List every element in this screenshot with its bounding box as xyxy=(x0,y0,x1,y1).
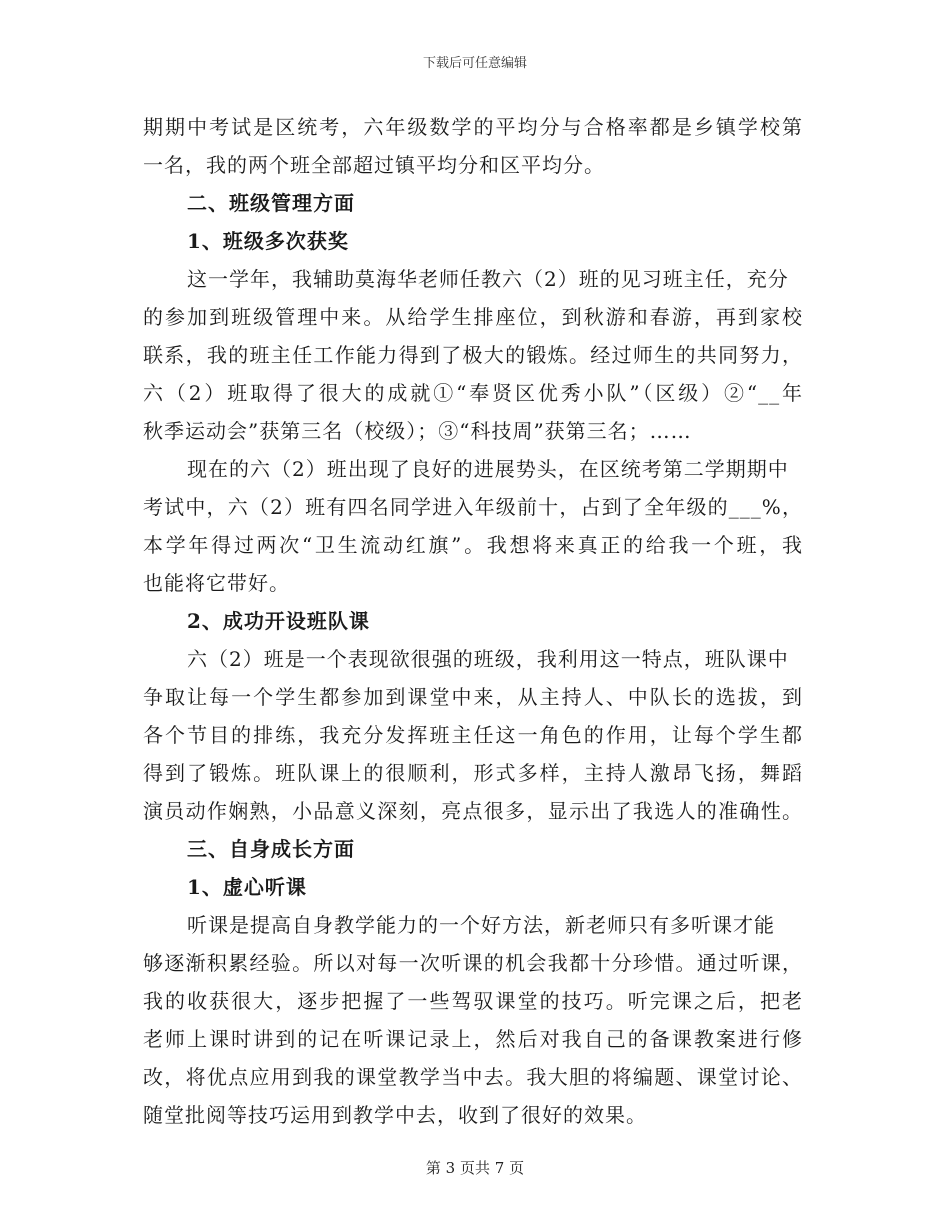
paragraph-first-line: 听课是提高自身教学能力的一个好方法，新老师只有多听课才能 xyxy=(187,913,775,937)
body-line: 争取让每一个学生都参加到课堂中来，从主持人、中队长的选拔，到 xyxy=(143,685,803,709)
subsection-heading: 2、成功开设班队课 xyxy=(187,609,370,633)
body-line: 考试中，六（2）班有四名同学进入年级前十，占到了全年级的___%， xyxy=(143,495,803,519)
paragraph-first-line: 这一学年，我辅助莫海华老师任教六（2）班的见习班主任，充分 xyxy=(187,267,789,291)
body-line: 本学年得过两次“卫生流动红旗”。我想将来真正的给我一个班，我 xyxy=(143,533,803,557)
body-line: 也能将它带好。 xyxy=(143,571,290,595)
subsection-heading: 1、虚心听课 xyxy=(187,875,307,899)
body-line: 得到了锻炼。班队课上的很顺利，形式多样，主持人激昂飞扬，舞蹈 xyxy=(143,761,803,785)
body-line: 期期中考试是区统考，六年级数学的平均分与合格率都是乡镇学校第 xyxy=(143,115,803,139)
body-line: 一名，我的两个班全部超过镇平均分和区平均分。 xyxy=(143,153,605,177)
paragraph-first-line: 六（2）班是一个表现欲很强的班级，我利用这一特点，班队课中 xyxy=(187,647,789,671)
section-heading: 二、班级管理方面 xyxy=(187,191,355,215)
body-line: 演员动作娴熟，小品意义深刻，亮点很多，显示出了我选人的准确性。 xyxy=(143,799,803,823)
body-line: 老师上课时讲到的记在听课记录上，然后对我自己的备课教案进行修 xyxy=(143,1027,803,1051)
body-line: 各个节目的排练，我充分发挥班主任这一角色的作用，让每个学生都 xyxy=(143,723,803,747)
page-header: 下载后可任意编辑 xyxy=(422,56,527,71)
body-line: 改，将优点应用到我的课堂教学当中去。我大胆的将编题、课堂讨论、 xyxy=(143,1065,803,1089)
body-line: 随堂批阅等技巧运用到教学中去，收到了很好的效果。 xyxy=(143,1103,647,1127)
body-line: 我的收获很大，逐步把握了一些驾驭课堂的技巧。听完课之后，把老 xyxy=(143,989,803,1013)
body-line: 六（2）班取得了很大的成就①“奉贤区优秀小队”（区级）②“__年 xyxy=(143,381,803,405)
body-line: 够逐渐积累经验。所以对每一次听课的机会我都十分珍惜。通过听课， xyxy=(143,951,803,975)
paragraph-first-line: 现在的六（2）班出现了良好的进展势头，在区统考第二学期期中 xyxy=(187,457,789,481)
section-heading: 三、自身成长方面 xyxy=(187,837,355,861)
page-footer: 第 3 页共 7 页 xyxy=(425,1159,525,1177)
subsection-heading: 1、班级多次获奖 xyxy=(187,229,349,253)
body-line: 联系，我的班主任工作能力得到了极大的锻炼。经过师生的共同努力， xyxy=(143,343,803,367)
body-line: 的参加到班级管理中来。从给学生排座位，到秋游和春游，再到家校 xyxy=(143,305,803,329)
document-body xyxy=(143,108,803,1134)
body-line: 秋季运动会”获第三名（校级）；③“科技周”获第三名；…… xyxy=(143,419,692,443)
